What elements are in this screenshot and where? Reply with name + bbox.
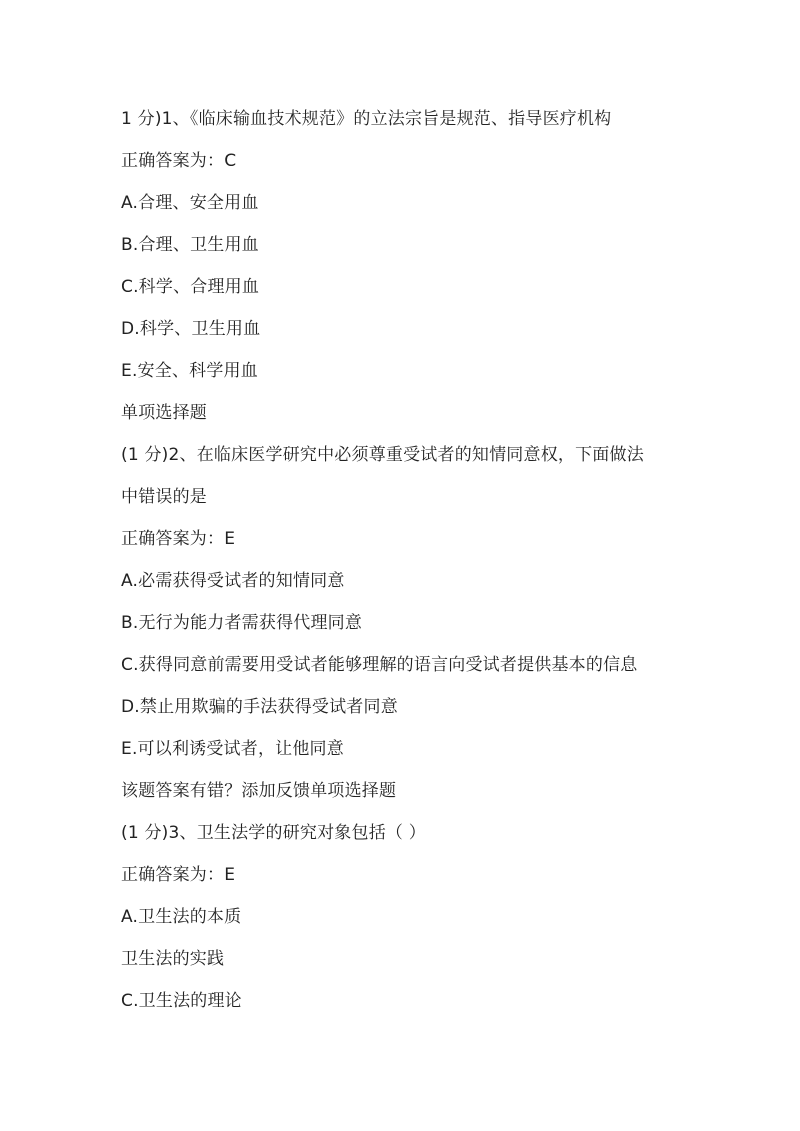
question-2-answer: 正确答案为：E [121,529,236,549]
question-2-option-a: A.必需获得受试者的知情同意 [121,571,345,591]
question-1-option-c: C.科学、合理用血 [121,277,260,297]
question-2-option-b: B.无行为能力者需获得代理同意 [121,613,363,633]
question-3-answer: 正确答案为：E [121,865,236,885]
feedback-and-type-label: 该题答案有错？添加反馈单项选择题 [121,781,397,801]
question-3-option-b: 卫生法的实践 [121,949,225,969]
question-2-option-c: C.获得同意前需要用受试者能够理解的语言向受试者提供基本的信息 [121,655,638,675]
question-type-label: 单项选择题 [121,403,207,423]
question-3-option-c: C.卫生法的理论 [121,991,242,1011]
question-1-option-d: D.科学、卫生用血 [121,319,261,339]
question-2-option-e: E.可以利诱受试者，让他同意 [121,739,344,759]
question-2-option-d: D.禁止用欺骗的手法获得受试者同意 [121,697,398,717]
question-1-option-e: E.安全、科学用血 [121,361,258,381]
question-3-text: (1 分)3、卫生法学的研究对象包括（ ） [121,823,426,843]
question-3-option-a: A.卫生法的本质 [121,907,242,927]
question-2-text-continued: 中错误的是 [121,487,207,507]
question-1-option-b: B.合理、卫生用血 [121,235,259,255]
question-1-option-a: A.合理、安全用血 [121,193,259,213]
question-1-answer: 正确答案为：C [121,151,237,171]
question-2-text: (1 分)2、在临床医学研究中必须尊重受试者的知情同意权，下面做法 [121,445,644,465]
question-1-text: 1 分)1、《临床输血技术规范》的立法宗旨是规范、指导医疗机构 [121,109,612,129]
